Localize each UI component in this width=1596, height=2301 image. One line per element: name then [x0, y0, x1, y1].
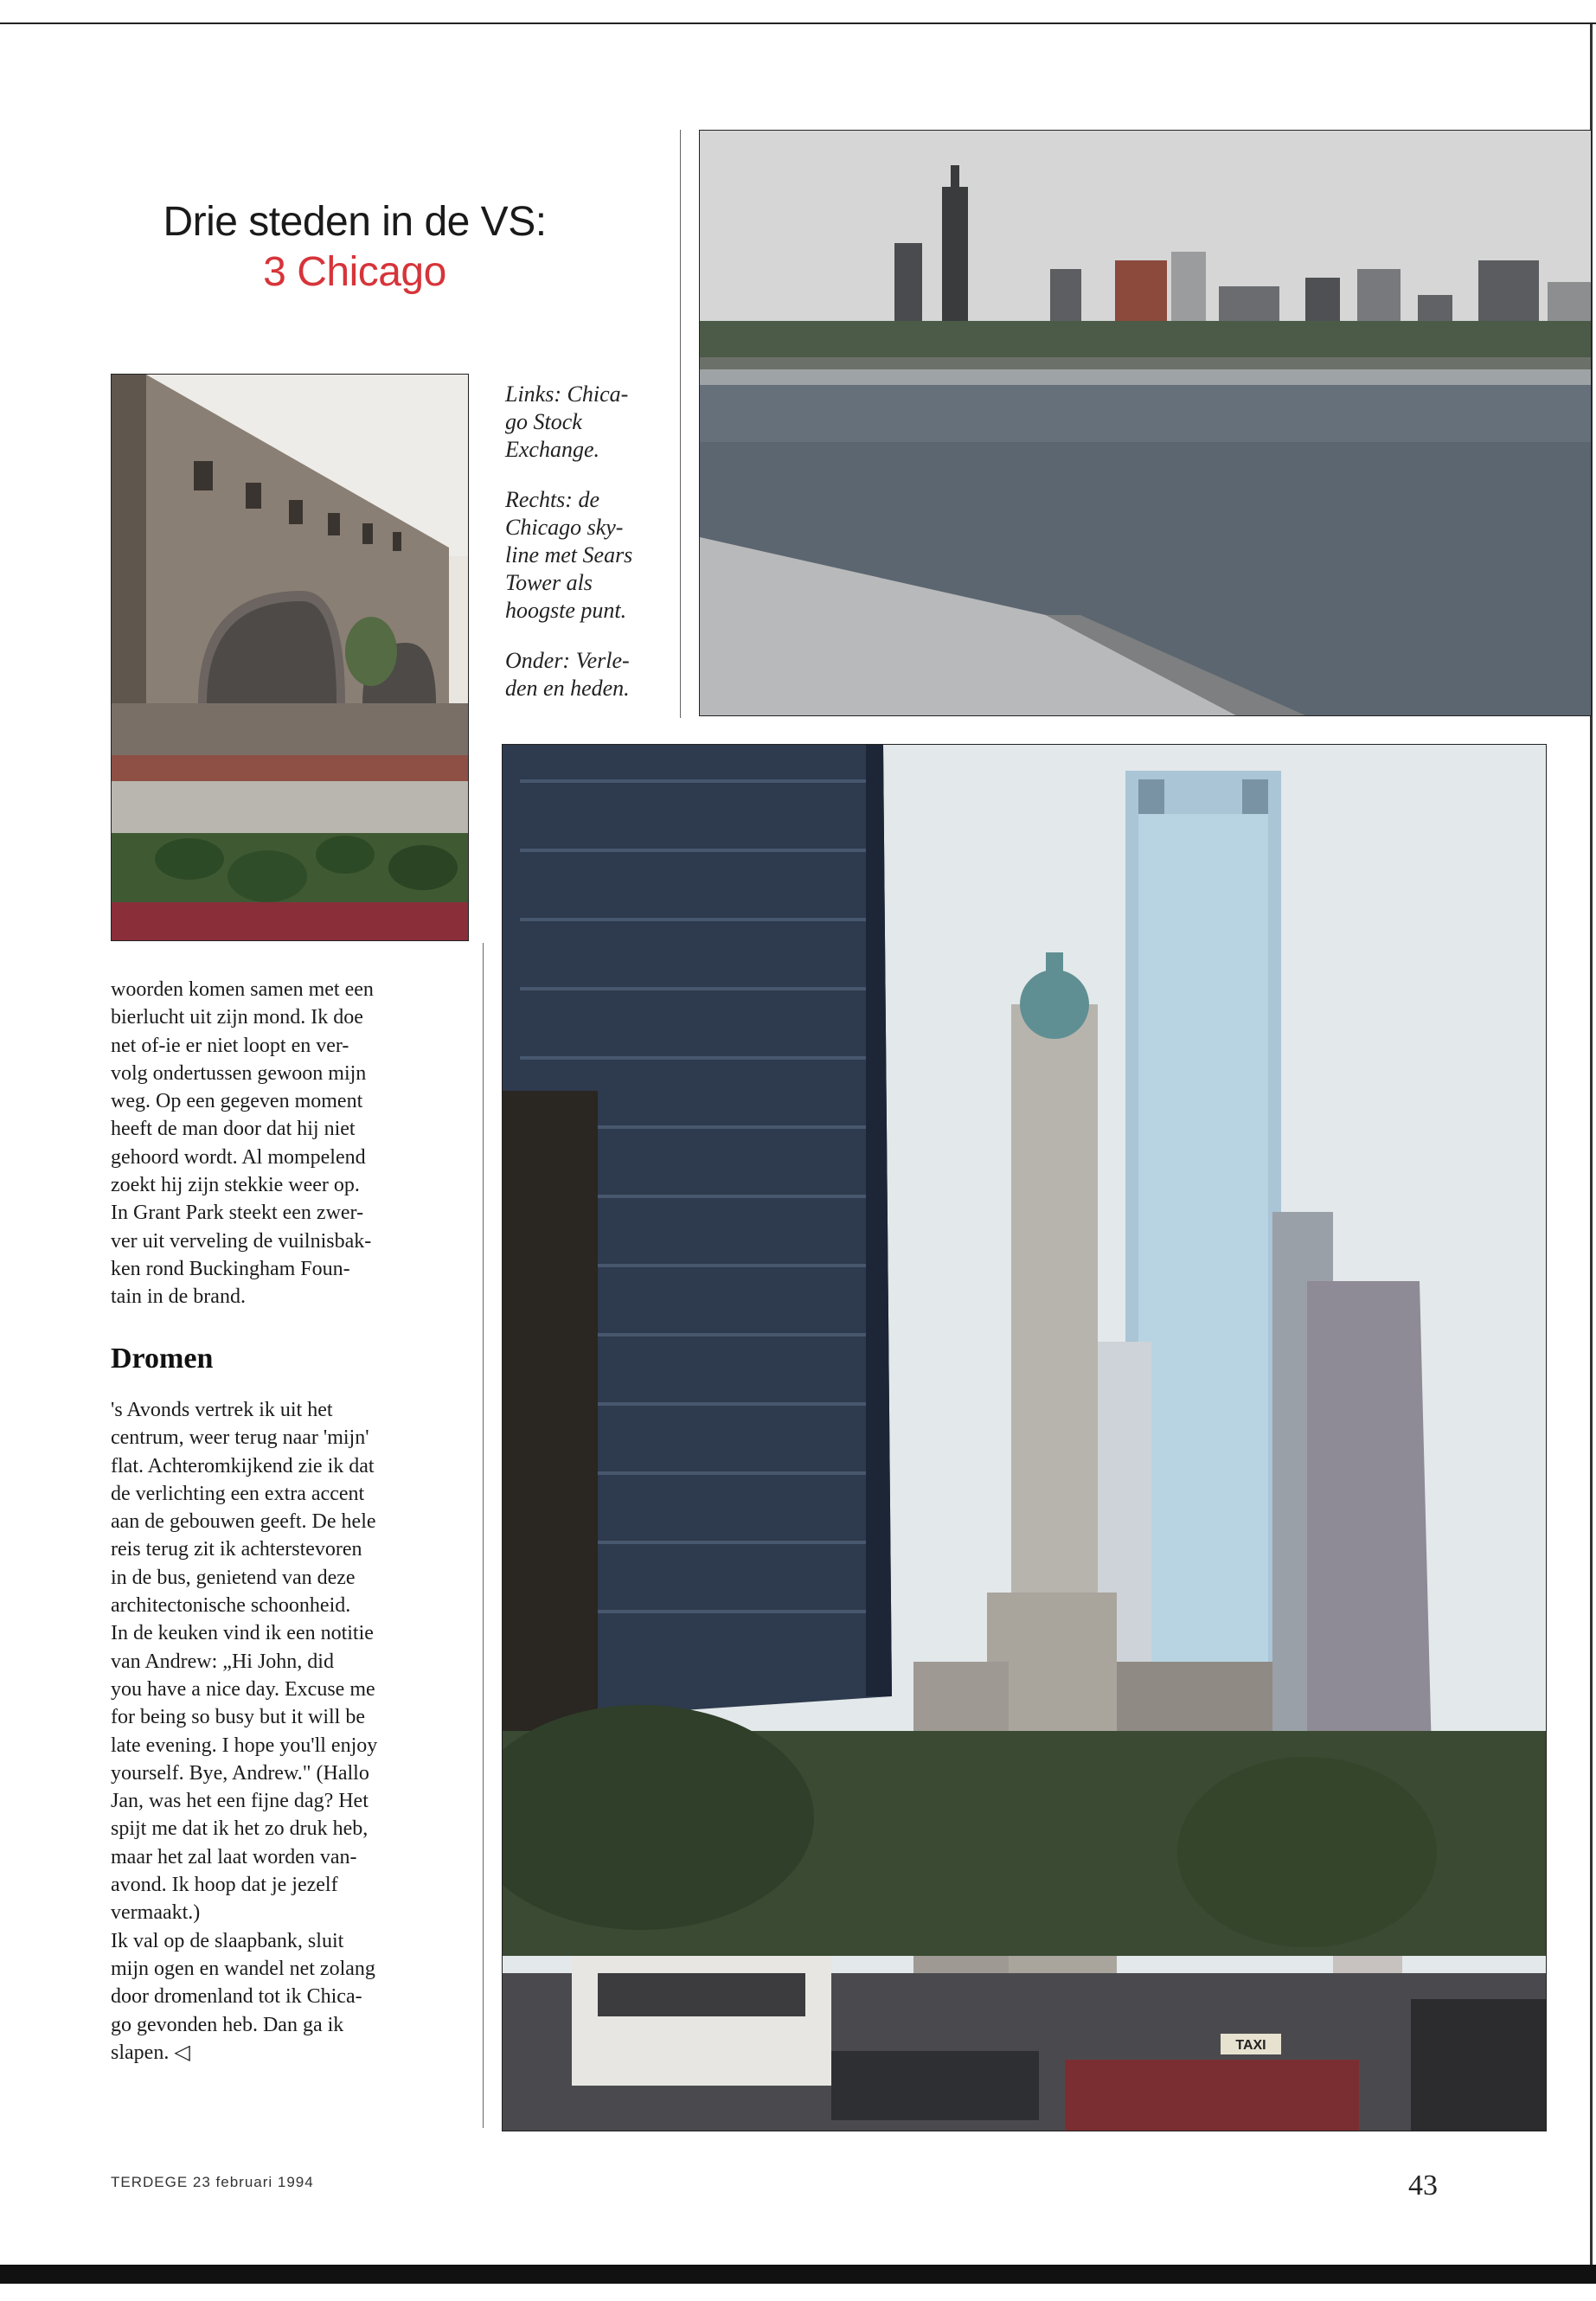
- caption-right-photo: Rechts: de Chicago sky- line met Sears Tower als hoogste punt.: [505, 487, 633, 623]
- subheading-dromen: Dromen: [111, 1343, 214, 1375]
- headline-line1: Drie steden in de VS:: [163, 199, 547, 245]
- photo-stock-exchange: [111, 374, 469, 941]
- bottom-band: [0, 2265, 1596, 2284]
- headline-line2: 3 Chicago: [263, 249, 446, 295]
- stock-exchange-image: [112, 375, 468, 940]
- taxi-sign-text: TAXI: [1235, 2038, 1266, 2053]
- caption-left-photo: Links: Chica- go Stock Exchange.: [505, 381, 629, 462]
- column-rule-upper: [680, 130, 681, 718]
- column-rule-lower: [483, 943, 484, 2128]
- footer-publication: TERDEGE 23 februari 1994: [111, 2174, 314, 2190]
- headline: [130, 197, 580, 298]
- body-paragraph-2: 's Avonds vertrek ik uit het centrum, weer terug naar 'mijn' flat. Achteromkijkend zie ik dat de verlichting een extra accent aan de gebouwen geeft. De hele reis terug zit ik achterstevoren in de bus, genietend van deze architectonische schoonheid. In de keuken vind ik een notitie van Andrew: „Hi John, did you have a nice day. Excuse me for being so busy but it will be late evening. I hope you'll enjoy yourself. Bye, Andrew." (Hallo Jan, was het een fijne dag? Het spijt me dat ik het zo druk heb, maar het zal laat worden van- avond. Ik hoop dat je jezelf vermaakt.) Ik val op de slaapbank, sluit mijn ogen en wandel net zolang door dromenland tot ik Chica- go gevonden heb. Dan ga ik slapen. ◁: [111, 1399, 378, 2064]
- body-paragraph-1: woorden komen samen met een bierlucht uit zijn mond. Ik doe net of-ie er niet loopt en ver- volg ondertussen gewoon mijn weg. Op een gegeven moment heeft de man door dat hij niet gehoord wordt. Al mompelend zoekt hij zijn stekkie weer op. In Grant Park steekt een zwer- ver uit verveling de vuilnisbak- ken rond Buckingham Foun- tain in de brand.: [111, 978, 374, 1309]
- page-number: 43: [1408, 2170, 1438, 2202]
- caption-bottom-photo: Onder: Verle- den en heden.: [505, 648, 630, 701]
- body-column-top: [111, 976, 467, 1311]
- photo-captions: [505, 381, 678, 725]
- skyline-image: [700, 131, 1591, 715]
- body-column-bottom: [111, 1396, 467, 2067]
- photo-water-tower: [502, 744, 1547, 2131]
- top-rule: [0, 22, 1596, 24]
- photo-skyline: [699, 130, 1592, 716]
- water-tower-image: [503, 745, 1546, 2131]
